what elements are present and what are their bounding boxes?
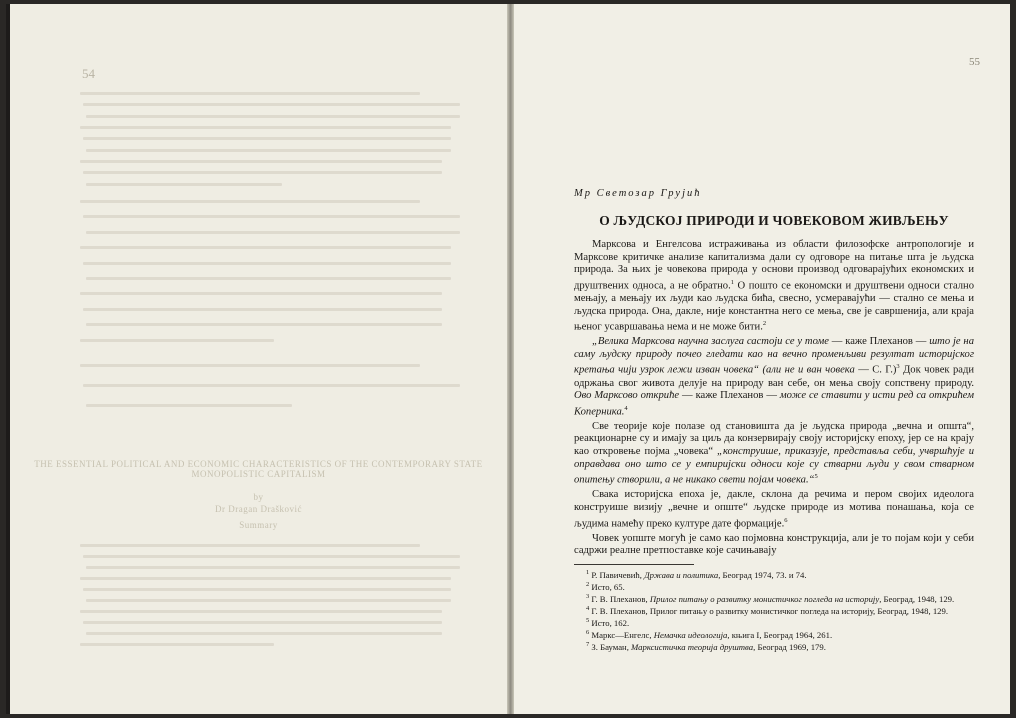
ghost-line bbox=[80, 610, 442, 613]
footnote: $^7$ З. Бауман, Марксистичка теорија друштва, Београд 1969, 179. bbox=[586, 641, 826, 653]
ghost-author: Dr Dragan Drašković bbox=[215, 504, 302, 514]
ghost-line bbox=[83, 621, 442, 624]
ghost-line bbox=[83, 215, 460, 218]
ghost-line bbox=[86, 183, 282, 186]
ghost-heading: THE ESSENTIAL POLITICAL AND ECONOMIC CHARACTERISTICS OF THE CONTEMPORARY STATE MONOPOLISTIC CAPITALISM bbox=[34, 459, 483, 479]
ghost-line bbox=[80, 92, 420, 95]
ghost-line bbox=[86, 404, 292, 407]
ghost-line bbox=[80, 160, 442, 163]
ghost-line bbox=[80, 364, 420, 367]
article-title: О ЉУДСКОЈ ПРИРОДИ И ЧОВЕКОВОМ ЖИВЉЕЊУ bbox=[599, 213, 949, 228]
ghost-line bbox=[86, 149, 451, 152]
right-page bbox=[514, 4, 1010, 714]
footnote: $^3$ Г. В. Плеханов, Прилог питању о развитку монистичког погледа на историју, Београд, 1948, 129. bbox=[586, 593, 955, 604]
footnote: $^6$ Маркс—Енгелс, Немачка идеологија, књига I, Београд 1964, 261. bbox=[586, 629, 833, 641]
ghost-line bbox=[80, 292, 442, 295]
paragraph: Свака историјска епоха је, дакле, склона да речима и пером својих идеолога конструише визију „вечне и опште“ људске природе из мотива понашања, која се људима намећу преко културе дате формације.$^6$ bbox=[574, 489, 974, 530]
ghost-line bbox=[83, 171, 442, 174]
ghost-line bbox=[83, 555, 460, 558]
article-paragraphs bbox=[574, 239, 974, 558]
book-gutter bbox=[507, 4, 514, 714]
footnote: $^1$ Р. Павичевић, Држава и политика, Београд 1974, 73. и 74. bbox=[586, 568, 807, 580]
footnote: $^4$ Г. В. Плеханов, Прилог питању о развитку монистичког погледа на историју, Београд, 1948, 129. bbox=[586, 605, 949, 617]
paragraph: „Велика Марксова научна заслуга састоји се у томе — каже Плеханов — што је на саму људску природу почео гледати као на вечно променљиви резултат историјског кретања чији узрок лежи изван човека“ (али не и ван човека — С. Г.)$^3$ Док човек ради одржања свог живота делује на природу ван себе, он мења своју сопствену природу. Ово Марксово откриће — каже Плеханов — може се ставити у исти ред са открићем Коперника.$^4$ bbox=[574, 336, 975, 418]
ghost-line bbox=[86, 599, 451, 602]
ghost-line bbox=[80, 577, 451, 580]
ghost-line bbox=[86, 323, 442, 326]
article-author: Мр Светозар Грујић bbox=[574, 188, 702, 199]
ghost-line bbox=[80, 643, 274, 646]
ghost-line bbox=[83, 262, 451, 265]
article-body bbox=[574, 188, 974, 653]
page-number: 55 bbox=[969, 56, 980, 68]
ghost-line bbox=[83, 308, 442, 311]
ghost-by: by bbox=[253, 492, 264, 502]
book-spread bbox=[6, 4, 1010, 714]
ghost-line bbox=[80, 339, 274, 342]
ghost-line bbox=[86, 632, 442, 635]
ghost-line bbox=[86, 115, 460, 118]
paragraph: Марксова и Енгелсова истраживања из области филозофске антропологије и Марксове критичке анализе капитализма дали су одговоре на питање шта је људска природа. За њих је човекова природа у основи производ одговарајућих економских и друштвених односа, а не обратно.$^1$ О пошто се економски и друштвени односи стално мењају, а мењају их људи као људска бића, свесно, усмеравајући — стално се мења и људска природа. Она, дакле, није константна него се мења, све је савршенија, али краја њеног усавршавања нема и не може бити.$^2$ bbox=[574, 239, 974, 333]
ghost-summary: Summary bbox=[239, 520, 278, 530]
ghost-line bbox=[86, 277, 451, 280]
ghost-line bbox=[83, 137, 451, 140]
ghost-line bbox=[80, 126, 451, 129]
paragraph: Човек уопште могућ је само као појмовна конструкција, али је то појам који у себи садржи реалне претпоставке које сачињавају bbox=[574, 532, 974, 557]
ghost-line bbox=[83, 103, 460, 106]
ghost-line bbox=[83, 384, 460, 387]
ghost-line bbox=[80, 246, 451, 249]
bleed-through-text bbox=[10, 4, 507, 714]
footnotes bbox=[574, 568, 974, 653]
ghost-page-number: 54 bbox=[82, 66, 95, 81]
ghost-line bbox=[86, 566, 460, 569]
ghost-line bbox=[83, 588, 451, 591]
footnote: $^5$ Исто, 162. bbox=[586, 617, 630, 629]
left-page bbox=[10, 4, 507, 714]
footnote-rule bbox=[574, 564, 694, 565]
ghost-line bbox=[86, 231, 460, 234]
ghost-line bbox=[80, 200, 420, 203]
paragraph: Све теорије које полазе од становишта да је људска природа „вечна и општа“, реакционарне су и имају за циљ да конзервирају своју историјску епоху, јер се на крају као откровење појма „човека“ „конструише, приказује, представља себи, учвршћује и оправдава оно што се у емпиријски односи које су стварни људи у свом стварном опитењу створили, а не никако свети појам човека.“$^5$ bbox=[574, 420, 974, 486]
footnote: $^2$ Исто, 65. bbox=[586, 580, 625, 592]
ghost-line bbox=[80, 544, 420, 547]
